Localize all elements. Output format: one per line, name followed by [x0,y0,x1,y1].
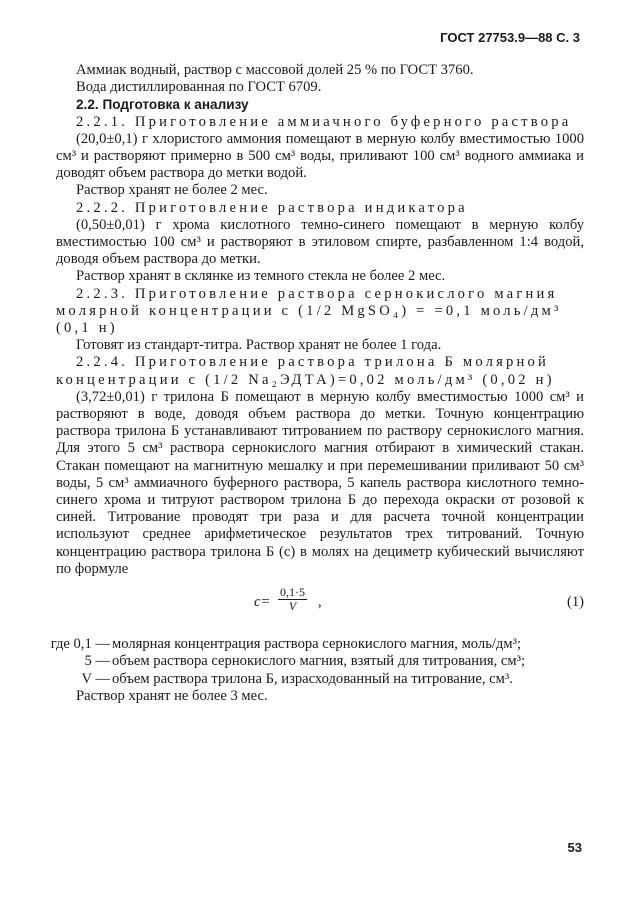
formula-trail: , [318,594,322,611]
definition-text: объем раствора сернокислого магния, взятый для титрования, см³; [112,653,526,670]
subsection-title-2-2-3: 2.2.3. Приготовление раствора сернокислого магния молярной концентрации c (1/2 MgSO₄) = =0,1 моль/дм³ (0,1 н) [56,285,562,337]
page-number: 53 [567,840,582,855]
formula-numerator: 0,1·5 [280,585,305,600]
formula-number: (1) [566,594,584,611]
definition-text: молярная концентрация раствора сернокислого магния, моль/дм³; [112,636,521,653]
page-header: ГОСТ 27753.9—88 С. 3 [440,30,580,45]
definition-item [50,671,584,688]
subsection-text-2-2-2: (0,50±0,01) г хрома кислотного темно-синего помещают в мерную колбу вместимостью 100 см³ и растворяют в этиловом спирте, разбавленном 1:4 водой, доводя объем раствора до метки. [56,216,584,268]
definition-label: где 0,1 — [50,636,110,653]
formula-lhs: c= [254,594,271,611]
formula-1 [56,584,584,630]
document-body [50,62,584,705]
paragraph-water: Вода дистиллированная по ГОСТ 6709. [76,79,322,96]
definition-text: объем раствора трилона Б, израсходованный на титрование, см³. [112,670,513,687]
storage-note-2-2-1: Раствор хранят не более 2 мес. [76,182,268,199]
definition-item [50,636,584,653]
definition-label: V — [81,670,110,687]
subsection-text-2-2-4: (3,72±0,01) г трилона Б помещают в мерную колбу вместимостью 1000 см³ и растворяют в воде, доводя объем раствора до метки. Точную концентрацию раствора трилона Б устанавливают титрованием по раствору сернокислого магния. Для этого 5 см³ раствора сернокислого магния отбирают в химический стакан. Стакан помещают на магнитную мешалку и при перемешивании приливают 50 см³ воды, 5 см³ аммиачного буферного раствора, 5 капель раствора кислотного темно-синего хрома и титруют раствором трилона Б до перехода окраски от розовой к синей. Титрование проводят три раза и для расчета точной концентрации используют среднее арифметическое результатов трех титрований. Точную концентрацию раствора трилона Б (c) в молях на дециметр кубический вычисляют по формуле [56,388,584,577]
storage-note-final: Раствор хранят не более 3 мес. [76,687,268,704]
subsection-title-2-2-4: 2.2.4. Приготовление раствора трилона Б молярной концентрации c (1/2 Na₂ЭДТА)=0,02 моль/дм³ (0,02 н) [56,354,555,388]
storage-note-2-2-2: Раствор хранят в склянке из темного стекла не более 2 мес. [76,268,446,285]
subsection-title-2-2-2: 2.2.2. Приготовление раствора индикатора [76,199,468,216]
formula-denominator: V [288,599,297,614]
formula-fraction [278,586,307,613]
definition-label: 5 — [84,653,110,670]
subsection-text-2-2-1: (20,0±0,1) г хлористого аммония помещают в мерную колбу вместимостью 1000 см³ и растворяют примерно в 500 см³ воды, приливают 100 см³ водного аммиака и доводят объем раствора до метки водой. [56,130,584,182]
variable-definitions [50,636,584,688]
subsection-text-2-2-3: Готовят из стандарт-титра. Раствор хранят не более 1 года. [76,337,442,354]
definition-item [50,653,584,670]
paragraph-ammonia: Аммиак водный, раствор с массовой долей 25 % по ГОСТ 3760. [76,62,474,78]
subsection-title-2-2-1: 2.2.1. Приготовление аммиачного буферного раствора [76,113,572,130]
section-heading-2-2: 2.2. Подготовка к анализу [76,97,249,113]
